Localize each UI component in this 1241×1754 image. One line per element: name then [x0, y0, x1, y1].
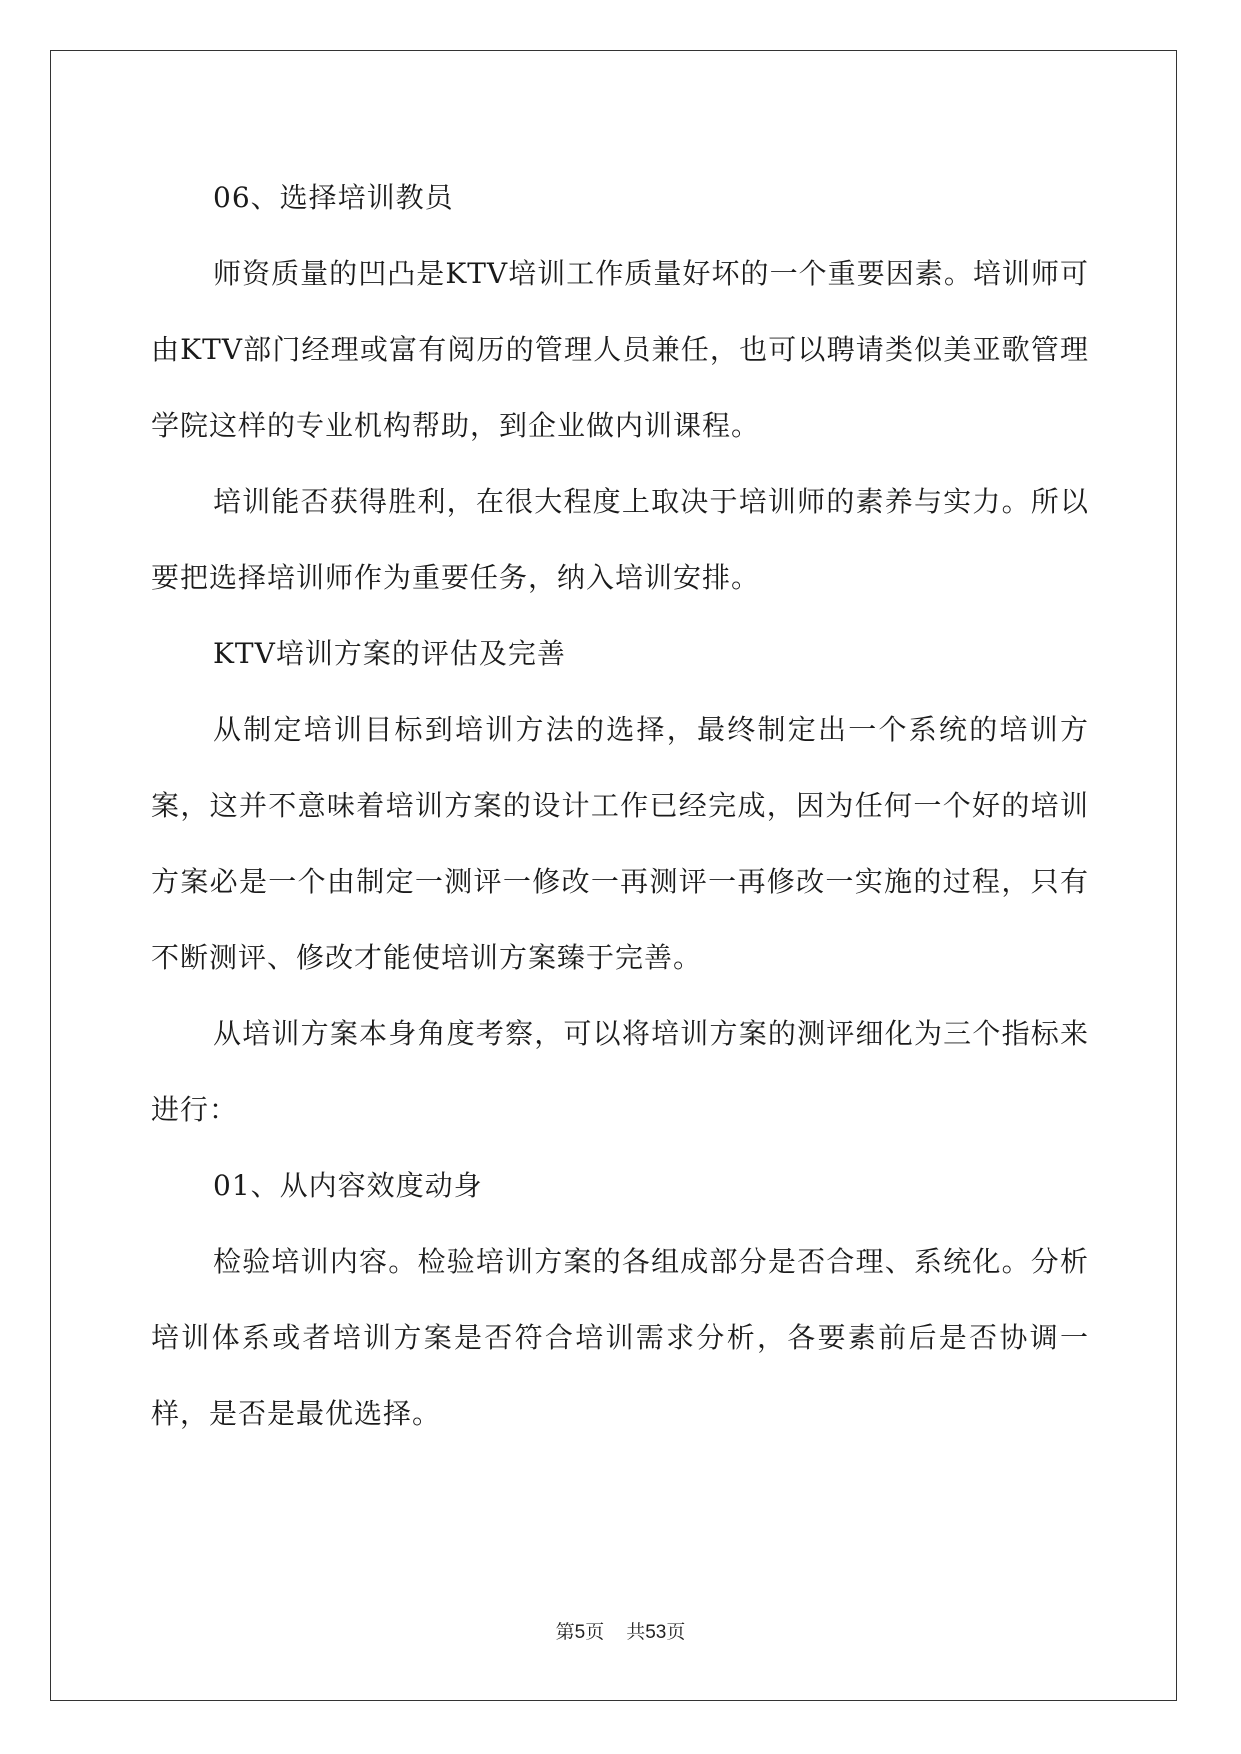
document-body [151, 160, 1089, 1452]
section-heading-01: 01、从内容效度动身 [213, 1169, 483, 1202]
footer-page-prefix: 第 [555, 1621, 575, 1643]
footer-page-suffix: 页 [585, 1621, 605, 1643]
paragraph-evaluation-indicators: 从培训方案本身角度考察，可以将培训方案的测评细化为三个指标来进行： [151, 1017, 1089, 1126]
footer-total-prefix: 共 [626, 1621, 646, 1643]
section-heading-evaluation: KTV培训方案的评估及完善 [213, 637, 566, 670]
footer-total-pages: 53 [645, 1622, 667, 1643]
footer-page-number: 5 [574, 1622, 586, 1643]
paragraph-content-validity: 检验培训内容。检验培训方案的各组成部分是否合理、系统化。分析培训体系或者培训方案是否符合培训需求分析，各要素前后是否协调一样，是否是最优选择。 [151, 1245, 1089, 1430]
paragraph-evaluation-process: 从制定培训目标到培训方法的选择，最终制定出一个系统的培训方案，这并不意味着培训方案的设计工作已经完成，因为任何一个好的培训方案必是一个由制定一测评一修改一再测评一再修改一实施的过程，只有不断测评、修改才能使培训方案臻于完善。 [151, 713, 1089, 974]
footer-total-suffix: 页 [666, 1621, 686, 1643]
paragraph-teacher-quality: 师资质量的凹凸是KTV培训工作质量好坏的一个重要因素。培训师可由KTV部门经理或富有阅历的管理人员兼任，也可以聘请类似美亚歌管理学院这样的专业机构帮助，到企业做内训课程。 [151, 257, 1089, 442]
paragraph-teacher-importance: 培训能否获得胜利，在很大程度上取决于培训师的素养与实力。所以要把选择培训师作为重要任务，纳入培训安排。 [151, 485, 1089, 594]
page-footer [0, 1617, 1241, 1644]
section-heading-06: 06、选择培训教员 [213, 181, 454, 214]
